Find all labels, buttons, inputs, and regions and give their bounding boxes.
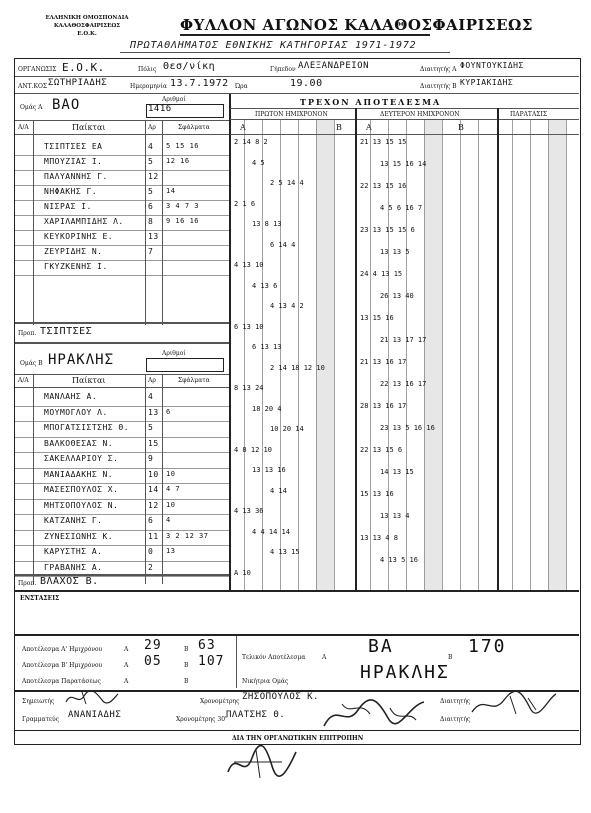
first-half-score-entry: 4 13 4 2 — [270, 302, 304, 310]
roster-row-line — [15, 499, 229, 500]
score-grid-col — [244, 120, 245, 590]
player-name: ΣΑΚΕΛΛΑΡΙΟΥ Σ. — [44, 454, 119, 463]
score-grid-col — [566, 120, 567, 590]
score-grid-col — [530, 120, 531, 590]
player-name: ΓΚΥΖΚΕΝΗΣ Ι. — [44, 262, 108, 271]
timekeeper-value: ΖΗΣΟΠΟΥΛΟΣ Κ. — [242, 692, 319, 702]
score-head-bottom — [230, 134, 579, 135]
team-b-coach-value: ΒΛΑΧΟΣ Β. — [40, 576, 99, 587]
first-half-score-entry: 13 13 16 — [252, 466, 286, 474]
second-half-score-entry: 15 13 16 — [360, 490, 394, 498]
first-half-score-entry: A 10 — [234, 568, 251, 577]
second-half-score-entry: 24 4 13 15 — [360, 270, 403, 278]
player-name: ΤΣΙΠΤΣΕΣ ΕΑ — [44, 142, 103, 151]
player-name: ΜΠΟΓΑΤΣΙΣΤΣΗΣ Θ. — [44, 423, 130, 432]
team-a-name: ΒΑΟ — [52, 97, 81, 113]
team-a-coach-value: ΤΣΙΠΤΣΕΣ — [40, 326, 93, 337]
second-half-score-entry: 13 15 16 14 — [380, 160, 427, 168]
city-value: Θεσ/νίκη — [163, 61, 216, 72]
player-name: ΝΙΣΡΑΣ Ι. — [44, 202, 92, 211]
second-half-score-entry: 23 13 15 15 6 — [360, 226, 415, 234]
sh-col-a: Α — [366, 123, 372, 132]
first-half-score-entry: 8 13 24 — [234, 384, 264, 392]
overtime-header: ΠΑΡΑΤΑΣΙΣ — [510, 111, 548, 118]
roster-row-line — [15, 245, 229, 246]
federation-line-3: Ε.Ο.Κ. — [77, 31, 97, 37]
player-number: 10 — [148, 469, 159, 479]
observations-top — [15, 590, 579, 592]
team-a-license-label: Αριθμοί — [162, 96, 186, 103]
player-fouls: 10 — [166, 469, 176, 478]
commissioner-label: ΑΝΤ.ΚΟΣ — [18, 83, 48, 90]
team-b-coach-label: Προπ. — [18, 580, 37, 587]
player-fouls: 3 4 7 3 — [166, 202, 200, 210]
first-half-score-entry: 6 13 10 — [234, 322, 264, 331]
score-grid-col — [280, 120, 281, 590]
roster-row-line — [15, 230, 229, 231]
final-a-label: Α — [322, 654, 327, 661]
organizing-committee: ΔΙΑ ΤΗΝ ΟΡΓΑΝΩΤΙΚΗΝ ΕΠΙΤΡΟΠΗΝ — [232, 735, 364, 742]
player-name: ΖΕΥΡΙΔΗΣ Ν. — [44, 247, 103, 256]
city-label: Πόλις — [138, 66, 157, 73]
player-name: ΜΗΤΣΟΠΟΥΛΟΣ Ν. — [44, 500, 119, 510]
first-half-score-entry: 4 4 14 14 — [252, 527, 290, 536]
player-fouls: 4 — [166, 516, 171, 524]
team-a-label: Ομάς Α — [20, 104, 43, 111]
time-label: Ώρα — [235, 83, 248, 90]
player-fouls: 12 16 — [166, 157, 190, 165]
player-fouls: 6 — [166, 407, 171, 416]
player-name: ΚΑΤΖΑΝΗΣ Γ. — [44, 516, 103, 525]
team-a-col-no: Αρ — [148, 124, 156, 131]
final-a: ΒΑ — [368, 636, 394, 657]
result-overtime-a-label: Α — [124, 678, 129, 685]
player-number: 5 — [148, 187, 154, 196]
roster-row-line — [15, 406, 229, 407]
result-second-half-a: 05 — [144, 654, 162, 669]
team-a-coach-label: Προπ. — [18, 330, 37, 337]
player-name: ΚΕΥΚΟΡΙΝΗΣ Ε. — [44, 232, 114, 241]
player-name: ΜΠΟΥΖΙΑΣ Ι. — [44, 157, 103, 166]
score-subheader-line — [230, 119, 579, 120]
first-half-score-entry: 4 14 — [270, 486, 287, 495]
first-half-score-entry: 4 13 10 — [234, 261, 264, 269]
second-half-score-entry: 23 13 5 16 16 — [380, 424, 435, 432]
team-b-label: Ομάς Β — [20, 360, 43, 367]
roster-row-line — [15, 200, 229, 201]
player-number: 15 — [148, 438, 159, 448]
roster-row-line — [15, 468, 229, 469]
roster-row-line — [15, 437, 229, 438]
federation-line-2: ΚΑΛΑΘΟΣΦΑΙΡΙΣΕΩΣ — [53, 23, 121, 29]
player-name: ΠΑΛΥΑΝΝΗΣ Γ. — [44, 172, 108, 181]
second-half-score-entry: 13 15 16 — [360, 314, 394, 322]
player-name: ΜΑΣΕΣΠΟΥΛΟΣ Χ. — [44, 485, 119, 494]
player-number: 4 — [148, 392, 154, 401]
organizer-label: ΟΡΓΑΝΩΣΙΣ — [18, 66, 57, 73]
timer30-value: ΠΛΑΤΣΗΣ Θ. — [226, 710, 286, 720]
score-grid-col — [334, 120, 335, 590]
commissioner-value: ΣΩΤΗΡΙΑΔΗΣ — [48, 78, 108, 88]
player-number: 11 — [148, 531, 159, 541]
team-a-bottom — [15, 342, 229, 344]
score-grid-col — [262, 120, 263, 590]
second-half-score-entry: 21 13 15 15 — [360, 138, 407, 146]
sheet-title: ΦΥΛΛΟΝ ΑΓΩΝΟΣ ΚΑΛΑΘΟΣΦΑΙΡΙΣΕΩΣ — [180, 16, 533, 34]
second-half-score-entry: 26 13 40 — [380, 292, 414, 300]
first-half-score-entry: 6 14 4 — [270, 240, 296, 249]
timekeeper-label: Χρονομέτρης — [200, 698, 240, 705]
player-name: ΜΟΥΜΟΓΛΟΥ Λ. — [44, 407, 108, 417]
first-half-score-entry: 2 14 8 2 — [234, 138, 268, 146]
team-b-col-name: Παίκται — [72, 376, 106, 385]
info-row-divider-1 — [15, 76, 579, 77]
team-a-header-top — [15, 120, 229, 121]
team-a-col-name: Παίκται — [72, 123, 106, 132]
score-grid-col — [478, 120, 479, 590]
player-fouls: 4 7 — [166, 485, 181, 493]
result-first-half-a: 29 — [144, 638, 162, 653]
first-half-score-entry: 4 5 — [252, 158, 265, 167]
score-grid-col — [512, 120, 513, 590]
final-label: Τελικόν Αποτέλεσμα — [242, 654, 306, 661]
score-grid-col — [370, 120, 371, 590]
referee-signature-a — [470, 690, 560, 718]
first-half-score-entry: 4 13 36 — [234, 507, 264, 515]
fh-col-b: Β — [336, 123, 342, 132]
scorer-label: Σημειωτής — [22, 698, 55, 705]
roster-row-line — [15, 530, 229, 531]
winner-label: Νικήτρια Ομάς — [242, 678, 289, 685]
result-first-half-a-label: Α — [124, 646, 129, 653]
player-fouls: 3 2 12 37 — [166, 531, 209, 540]
timer30-label: Χρονομέτρης 30" — [176, 716, 228, 723]
second-half-score-entry: 13 13 4 8 — [360, 534, 398, 542]
second-half-score-entry: 22 13 15 6 — [360, 446, 403, 454]
score-grid-col — [460, 120, 461, 590]
second-half-score-entry: 21 13 17 17 — [380, 336, 427, 344]
second-half-score-entry: 4 5 6 16 7 — [380, 204, 423, 212]
roster-row-line — [15, 260, 229, 261]
first-half-score-entry: 4 13 15 — [270, 548, 300, 556]
final-b-label: Β — [448, 654, 453, 661]
team-b-col-no: Αρ — [148, 377, 156, 384]
first-half-score-entry: 2 1 6 — [234, 199, 256, 208]
player-number: 13 — [148, 232, 159, 241]
roster-row-line — [15, 421, 229, 422]
player-name: ΒΑΛΚΟΘΕΣΑΣ Ν. — [44, 438, 114, 448]
final-b: 170 — [468, 636, 507, 657]
player-number: 12 — [148, 500, 159, 510]
first-half-score-entry: 4 8 12 10 — [234, 445, 272, 454]
federation-block — [27, 14, 147, 38]
roster-row-line — [15, 561, 229, 562]
score-div-overtime — [497, 108, 499, 590]
result-first-half-b-label: Β — [184, 646, 189, 653]
first-half-score-entry: 10 20 14 — [270, 425, 304, 433]
referee-signature-b — [320, 696, 430, 732]
secretary-value: ΑΝΑΝΙΑΔΗΣ — [68, 710, 122, 720]
player-fouls: 10 — [166, 500, 176, 509]
organizer-value: Ε.Ο.Κ. — [62, 61, 105, 74]
result-first-half-label: Αποτέλεσμα Α' Ημιχρόνου — [22, 646, 103, 653]
second-half-score-entry: 13 13 4 — [380, 512, 410, 520]
result-second-half-a-label: Α — [124, 662, 129, 669]
committee-signature — [222, 744, 302, 784]
player-fouls: 14 — [166, 187, 176, 195]
roster-row-line — [15, 452, 229, 453]
championship-underline — [120, 52, 450, 53]
player-name: ΧΑΡΙΛΑΜΠΙΔΗΣ Λ. — [44, 217, 124, 226]
result-second-half-b-label: Β — [184, 662, 189, 669]
score-grid-col — [298, 120, 299, 590]
first-half-score-entry: 18 20 4 — [252, 404, 282, 413]
player-number: 6 — [148, 202, 154, 211]
signatures-bottom — [15, 730, 579, 731]
team-a-coach-divider — [15, 322, 229, 324]
stadium-value: ΑΛΕΞΑΝΔΡΕΙΟΝ — [298, 61, 370, 71]
left-right-divider — [229, 94, 231, 590]
team-b-name: ΗΡΑΚΛΗΣ — [48, 352, 115, 368]
team-b-col-num: Α/Α — [18, 377, 29, 384]
roster-row-line — [15, 215, 229, 216]
roster-row-line — [15, 170, 229, 171]
second-half-header: ΔΕΥΤΕΡΟΝ ΗΜΙΧΡΟΝΟΝ — [380, 111, 460, 118]
referee-sign-label: Διαιτητής — [440, 698, 471, 705]
player-number: 7 — [148, 247, 154, 256]
second-half-score-entry: 28 13 16 17 — [360, 402, 407, 410]
date-label: Ημερομηνία — [130, 83, 167, 90]
score-panel-top — [230, 108, 579, 109]
championship-line: ΠΡΩΤΑΘΛΗΜΑΤΟΣ ΕΘΝΙΚΗΣ ΚΑΤΗΓΟΡΙΑΣ 1971-1972 — [130, 40, 417, 51]
result-second-half-b: 107 — [198, 654, 225, 669]
player-name: ΜΑΝΙΑΔΑΚΗΣ Ν. — [44, 469, 114, 479]
second-half-score-entry: 21 13 16 17 — [360, 358, 407, 366]
team-b-header-bottom — [15, 387, 229, 388]
player-name: ΓΡΑΒΑΝΗΣ Α. — [44, 562, 103, 572]
referee2-value: ΚΥΡΙΑΚΙΔΗΣ — [460, 78, 514, 87]
team-a-col-line-2 — [145, 120, 146, 325]
player-number: 2 — [148, 562, 154, 572]
info-row-divider-2 — [15, 93, 579, 94]
player-name: ΜΑΝΛΑΗΣ Α. — [44, 392, 98, 401]
result-second-half-label: Αποτέλεσμα Β' Ημιχρόνου — [22, 662, 103, 669]
first-half-score-entry: 2 14 18 12 10 — [270, 363, 325, 372]
player-fouls: 5 15 16 — [166, 142, 200, 150]
federation-line-1: ΕΛΛΗΝΙΚΗ ΟΜΟΣΠΟΝΔΙΑ — [45, 15, 129, 21]
player-number: 6 — [148, 516, 154, 525]
second-half-score-entry: 4 13 5 16 — [380, 556, 418, 564]
first-half-header: ΠΡΩΤΟΝ ΗΜΙΧΡΟΝΟΝ — [255, 111, 328, 118]
referee2-label: Διαιτητής Β — [420, 83, 457, 90]
roster-row-line — [15, 545, 229, 546]
team-b-license-label: Αριθμοί — [162, 350, 186, 357]
player-name: ΚΑΡΥΣΤΗΣ Α. — [44, 547, 103, 556]
time-value: 19.00 — [290, 78, 323, 89]
roster-row-line — [15, 155, 229, 156]
player-number: 0 — [148, 547, 154, 556]
second-half-score-entry: 13 13 5 — [380, 248, 410, 256]
title-underline — [180, 34, 430, 36]
team-a-col-fouls: Σφάλματα — [178, 124, 210, 131]
scorer-signature — [62, 688, 122, 708]
first-half-score-entry: 13 8 13 — [252, 220, 282, 228]
player-name: ΖΥΝΕΣΙΩΝΗΣ Κ. — [44, 531, 114, 541]
first-half-score-entry: 4 13 6 — [252, 281, 278, 290]
sh-col-b: Β — [458, 123, 464, 132]
team-a-license-value: 1416 — [148, 104, 172, 114]
team-b-col-fouls: Σφάλματα — [178, 377, 210, 384]
winner-value: ΗΡΑΚΛΗΣ — [360, 662, 450, 683]
team-a-header-bottom — [15, 134, 229, 135]
team-b-license-box — [146, 358, 224, 372]
player-fouls: 13 — [166, 547, 176, 555]
player-fouls: 9 16 16 — [166, 217, 200, 225]
score-grid-shade — [316, 120, 334, 590]
score-grid-col — [442, 120, 443, 590]
roster-row-line — [15, 514, 229, 515]
second-half-score-entry: 22 13 16 17 — [380, 380, 427, 388]
result-first-half-b: 63 — [198, 638, 216, 653]
score-panel-title: ΤΡΕΧΟΝ ΑΠΟΤΕΛΕΣΜΑ — [300, 97, 442, 107]
team-b-header-top — [15, 374, 229, 375]
player-number: 5 — [148, 157, 154, 166]
first-half-score-entry: 6 13 13 — [252, 343, 282, 351]
second-half-score-entry: 22 13 15 16 — [360, 182, 407, 190]
stadium-label: Γήπεδον — [270, 66, 296, 73]
player-number: 13 — [148, 407, 159, 417]
player-number: 8 — [148, 217, 154, 226]
roster-row-line — [15, 483, 229, 484]
secretary-label: Γραμματεύς — [22, 716, 60, 723]
player-name: ΝΗΦΑΚΗΣ Γ. — [44, 187, 98, 196]
referee1-value: ΦΟΥΝΤΟΥΚΙΔΗΣ — [460, 61, 524, 70]
score-grid-shade — [424, 120, 442, 590]
player-number: 14 — [148, 485, 159, 494]
score-div-halves — [355, 108, 357, 590]
team-a-col-num: Α/Α — [18, 124, 29, 131]
roster-row-line — [15, 185, 229, 186]
date-value: 13.7.1972 — [170, 78, 229, 89]
fh-col-a: Α — [240, 123, 246, 132]
team-a-col-line-1 — [33, 120, 34, 325]
second-half-score-entry: 14 13 15 — [380, 468, 414, 476]
roster-row-line — [15, 275, 229, 276]
player-number: 4 — [148, 142, 154, 151]
referee1-label: Διαιτητής Α — [420, 66, 457, 73]
first-half-score-entry: 2 5 14 4 — [270, 179, 304, 187]
score-grid-shade — [548, 120, 566, 590]
result-overtime-label: Αποτέλεσμα Παρατάσεως — [22, 678, 101, 685]
player-number: 5 — [148, 423, 154, 432]
player-number: 12 — [148, 172, 159, 181]
team-a-col-line-3 — [162, 120, 163, 325]
observations-label: ΕΝΣΤΑΣΕΙΣ — [20, 595, 60, 602]
results-divider — [236, 636, 237, 688]
player-number: 9 — [148, 454, 154, 463]
result-overtime-b-label: Β — [184, 678, 189, 685]
umpire-label: Διαιτητής — [440, 716, 471, 723]
